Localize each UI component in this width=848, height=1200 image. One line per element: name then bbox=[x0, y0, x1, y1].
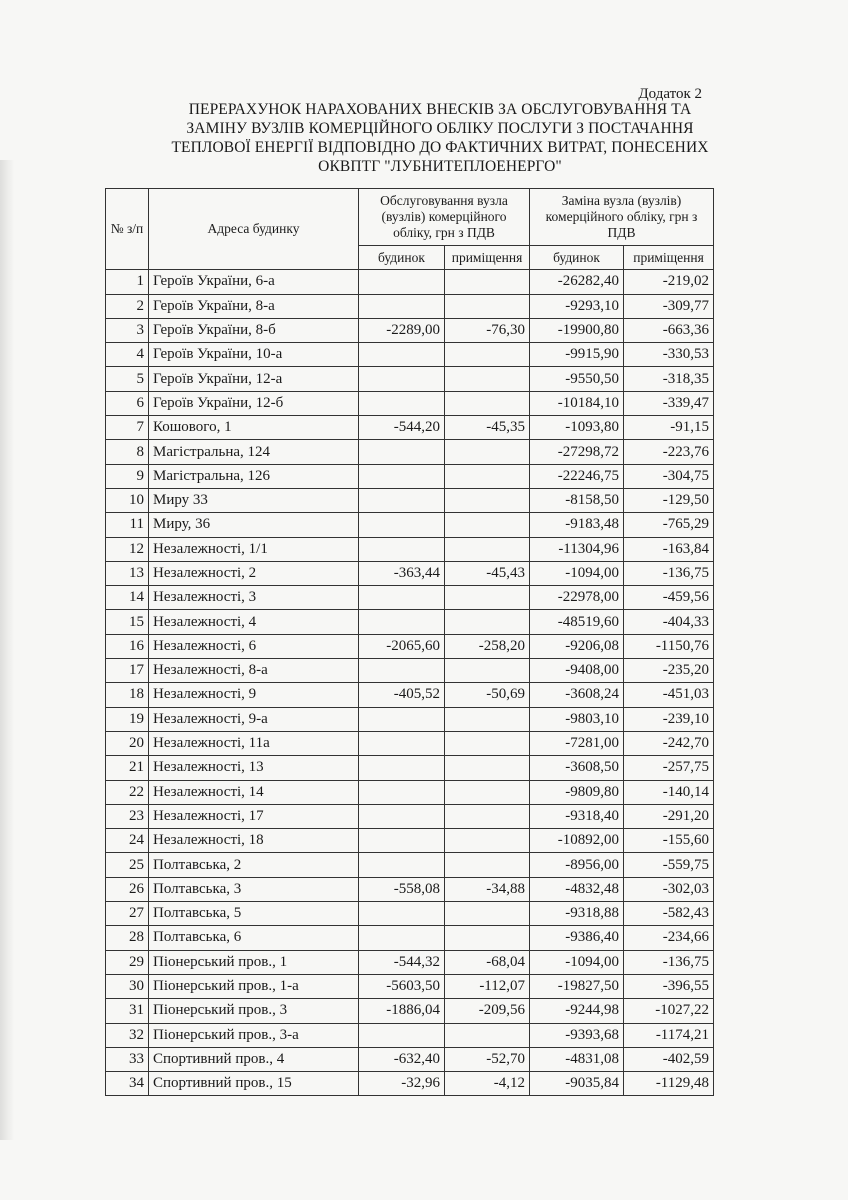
replacement-premises-value: -91,15 bbox=[624, 416, 714, 440]
service-premises-value: -209,56 bbox=[445, 999, 530, 1023]
replacement-premises-value: -1150,76 bbox=[624, 634, 714, 658]
service-building-value bbox=[359, 488, 445, 512]
row-address: Спортивний пров., 15 bbox=[149, 1072, 359, 1096]
row-address: Миру 33 bbox=[149, 488, 359, 512]
replacement-premises-value: -242,70 bbox=[624, 731, 714, 755]
row-number: 18 bbox=[106, 683, 149, 707]
replacement-building-value: -19827,50 bbox=[530, 974, 624, 998]
replacement-premises-value: -163,84 bbox=[624, 537, 714, 561]
service-building-value: -544,32 bbox=[359, 950, 445, 974]
service-building-value: -5603,50 bbox=[359, 974, 445, 998]
header-replacement-premises: приміщення bbox=[624, 246, 714, 270]
row-address: Магістральна, 124 bbox=[149, 440, 359, 464]
row-number: 19 bbox=[106, 707, 149, 731]
service-building-value bbox=[359, 586, 445, 610]
title-line-2: ЗАМІНУ ВУЗЛІВ КОМЕРЦІЙНОГО ОБЛІКУ ПОСЛУГИ З ПОСТАЧАННЯ bbox=[186, 120, 694, 137]
replacement-premises-value: -304,75 bbox=[624, 464, 714, 488]
service-premises-value: -258,20 bbox=[445, 634, 530, 658]
row-address: Незалежності, 14 bbox=[149, 780, 359, 804]
service-building-value: -32,96 bbox=[359, 1072, 445, 1096]
row-address: Незалежності, 2 bbox=[149, 561, 359, 585]
service-building-value: -2065,60 bbox=[359, 634, 445, 658]
header-service-premises: приміщення bbox=[445, 246, 530, 270]
service-building-value bbox=[359, 731, 445, 755]
replacement-building-value: -22246,75 bbox=[530, 464, 624, 488]
replacement-premises-value: -257,75 bbox=[624, 756, 714, 780]
service-premises-value: -34,88 bbox=[445, 877, 530, 901]
replacement-premises-value: -582,43 bbox=[624, 902, 714, 926]
table-row bbox=[106, 829, 714, 853]
replacement-premises-value: -309,77 bbox=[624, 294, 714, 318]
table-row bbox=[106, 683, 714, 707]
title-line-4: ОКВПТГ "ЛУБНИТЕПЛОЕНЕРГО" bbox=[318, 158, 562, 175]
table-row bbox=[106, 270, 714, 294]
replacement-premises-value: -339,47 bbox=[624, 391, 714, 415]
header-address: Адреса будинку bbox=[149, 189, 359, 270]
service-premises-value bbox=[445, 440, 530, 464]
table-row bbox=[106, 440, 714, 464]
service-premises-value bbox=[445, 513, 530, 537]
header-row-main bbox=[106, 189, 714, 246]
header-replacement: Заміна вузла (вузлів) комерційного обліку, грн з ПДВ bbox=[530, 189, 714, 246]
table-row bbox=[106, 634, 714, 658]
row-address: Піонерський пров., 3 bbox=[149, 999, 359, 1023]
service-premises-value: -112,07 bbox=[445, 974, 530, 998]
service-building-value bbox=[359, 756, 445, 780]
row-number: 29 bbox=[106, 950, 149, 974]
replacement-building-value: -9244,98 bbox=[530, 999, 624, 1023]
row-number: 3 bbox=[106, 318, 149, 342]
table-row bbox=[106, 610, 714, 634]
table-row bbox=[106, 1047, 714, 1071]
row-number: 9 bbox=[106, 464, 149, 488]
row-number: 11 bbox=[106, 513, 149, 537]
service-premises-value: -76,30 bbox=[445, 318, 530, 342]
row-address: Незалежності, 4 bbox=[149, 610, 359, 634]
row-address: Незалежності, 11а bbox=[149, 731, 359, 755]
table-row bbox=[106, 950, 714, 974]
replacement-premises-value: -1129,48 bbox=[624, 1072, 714, 1096]
service-building-value: -2289,00 bbox=[359, 318, 445, 342]
row-number: 28 bbox=[106, 926, 149, 950]
row-address: Незалежності, 9 bbox=[149, 683, 359, 707]
service-building-value: -405,52 bbox=[359, 683, 445, 707]
row-number: 21 bbox=[106, 756, 149, 780]
service-building-value bbox=[359, 270, 445, 294]
replacement-premises-value: -129,50 bbox=[624, 488, 714, 512]
replacement-building-value: -9206,08 bbox=[530, 634, 624, 658]
table-row bbox=[106, 780, 714, 804]
row-number: 12 bbox=[106, 537, 149, 561]
row-number: 13 bbox=[106, 561, 149, 585]
service-building-value bbox=[359, 367, 445, 391]
replacement-premises-value: -318,35 bbox=[624, 367, 714, 391]
service-building-value bbox=[359, 440, 445, 464]
replacement-building-value: -9915,90 bbox=[530, 343, 624, 367]
replacement-building-value: -26282,40 bbox=[530, 270, 624, 294]
replacement-building-value: -9035,84 bbox=[530, 1072, 624, 1096]
replacement-premises-value: -396,55 bbox=[624, 974, 714, 998]
service-building-value: -632,40 bbox=[359, 1047, 445, 1071]
table-row bbox=[106, 464, 714, 488]
replacement-building-value: -9386,40 bbox=[530, 926, 624, 950]
service-building-value: -558,08 bbox=[359, 877, 445, 901]
row-number: 5 bbox=[106, 367, 149, 391]
replacement-premises-value: -459,56 bbox=[624, 586, 714, 610]
service-building-value bbox=[359, 1023, 445, 1047]
replacement-building-value: -9408,00 bbox=[530, 659, 624, 683]
row-address: Піонерський пров., 1 bbox=[149, 950, 359, 974]
header-no: № з/п bbox=[106, 189, 149, 270]
service-premises-value bbox=[445, 294, 530, 318]
service-premises-value: -4,12 bbox=[445, 1072, 530, 1096]
row-address: Незалежності, 13 bbox=[149, 756, 359, 780]
replacement-premises-value: -404,33 bbox=[624, 610, 714, 634]
service-premises-value bbox=[445, 902, 530, 926]
replacement-premises-value: -219,02 bbox=[624, 270, 714, 294]
replacement-premises-value: -663,36 bbox=[624, 318, 714, 342]
header-replacement-building: будинок bbox=[530, 246, 624, 270]
row-address: Героїв України, 8-б bbox=[149, 318, 359, 342]
service-building-value bbox=[359, 902, 445, 926]
row-address: Спортивний пров., 4 bbox=[149, 1047, 359, 1071]
service-premises-value bbox=[445, 659, 530, 683]
row-number: 31 bbox=[106, 999, 149, 1023]
scan-shadow bbox=[0, 160, 14, 1140]
replacement-building-value: -4832,48 bbox=[530, 877, 624, 901]
service-premises-value bbox=[445, 391, 530, 415]
service-premises-value: -45,43 bbox=[445, 561, 530, 585]
table-row bbox=[106, 707, 714, 731]
service-premises-value bbox=[445, 731, 530, 755]
table-row bbox=[106, 513, 714, 537]
replacement-building-value: -1094,00 bbox=[530, 950, 624, 974]
table-row bbox=[106, 343, 714, 367]
replacement-premises-value: -223,76 bbox=[624, 440, 714, 464]
replacement-building-value: -3608,24 bbox=[530, 683, 624, 707]
row-address: Полтавська, 6 bbox=[149, 926, 359, 950]
service-building-value: -363,44 bbox=[359, 561, 445, 585]
row-number: 4 bbox=[106, 343, 149, 367]
title-line-3: ТЕПЛОВОЇ ЕНЕРГІЇ ВІДПОВІДНО ДО ФАКТИЧНИХ ВИТРАТ, ПОНЕСЕНИХ bbox=[171, 139, 709, 156]
row-address: Полтавська, 5 bbox=[149, 902, 359, 926]
row-address: Героїв України, 6-а bbox=[149, 270, 359, 294]
table-body bbox=[106, 270, 714, 1096]
header-service-building: будинок bbox=[359, 246, 445, 270]
service-premises-value bbox=[445, 610, 530, 634]
replacement-premises-value: -235,20 bbox=[624, 659, 714, 683]
service-building-value bbox=[359, 513, 445, 537]
replacement-building-value: -9183,48 bbox=[530, 513, 624, 537]
row-address: Піонерський пров., 1-а bbox=[149, 974, 359, 998]
row-address: Незалежності, 18 bbox=[149, 829, 359, 853]
service-premises-value bbox=[445, 464, 530, 488]
replacement-premises-value: -451,03 bbox=[624, 683, 714, 707]
table-row bbox=[106, 488, 714, 512]
replacement-building-value: -1093,80 bbox=[530, 416, 624, 440]
row-number: 27 bbox=[106, 902, 149, 926]
row-address: Незалежності, 9-а bbox=[149, 707, 359, 731]
replacement-premises-value: -302,03 bbox=[624, 877, 714, 901]
row-address: Героїв України, 10-а bbox=[149, 343, 359, 367]
service-building-value bbox=[359, 391, 445, 415]
row-address: Магістральна, 126 bbox=[149, 464, 359, 488]
table-row bbox=[106, 1023, 714, 1047]
row-address: Піонерський пров., 3-а bbox=[149, 1023, 359, 1047]
service-premises-value bbox=[445, 367, 530, 391]
table-row bbox=[106, 853, 714, 877]
table-row bbox=[106, 974, 714, 998]
replacement-building-value: -9293,10 bbox=[530, 294, 624, 318]
recalculation-table bbox=[105, 188, 714, 1096]
service-building-value bbox=[359, 707, 445, 731]
replacement-building-value: -27298,72 bbox=[530, 440, 624, 464]
row-number: 6 bbox=[106, 391, 149, 415]
table-row bbox=[106, 561, 714, 585]
row-number: 10 bbox=[106, 488, 149, 512]
service-building-value bbox=[359, 780, 445, 804]
row-number: 25 bbox=[106, 853, 149, 877]
header-service: Обслуговування вузла (вузлів) комерційного обліку, грн з ПДВ bbox=[359, 189, 530, 246]
row-number: 2 bbox=[106, 294, 149, 318]
replacement-premises-value: -136,75 bbox=[624, 561, 714, 585]
row-address: Героїв України, 12-а bbox=[149, 367, 359, 391]
replacement-building-value: -9803,10 bbox=[530, 707, 624, 731]
row-address: Кошового, 1 bbox=[149, 416, 359, 440]
row-number: 26 bbox=[106, 877, 149, 901]
service-building-value: -1886,04 bbox=[359, 999, 445, 1023]
service-premises-value bbox=[445, 829, 530, 853]
replacement-building-value: -48519,60 bbox=[530, 610, 624, 634]
row-address: Незалежності, 3 bbox=[149, 586, 359, 610]
row-number: 30 bbox=[106, 974, 149, 998]
row-number: 20 bbox=[106, 731, 149, 755]
service-premises-value bbox=[445, 780, 530, 804]
document-title bbox=[120, 100, 760, 176]
table-row bbox=[106, 804, 714, 828]
row-address: Незалежності, 17 bbox=[149, 804, 359, 828]
row-number: 33 bbox=[106, 1047, 149, 1071]
table-row bbox=[106, 999, 714, 1023]
replacement-premises-value: -330,53 bbox=[624, 343, 714, 367]
service-building-value bbox=[359, 659, 445, 683]
replacement-building-value: -9809,80 bbox=[530, 780, 624, 804]
service-premises-value bbox=[445, 586, 530, 610]
row-address: Полтавська, 2 bbox=[149, 853, 359, 877]
service-premises-value: -50,69 bbox=[445, 683, 530, 707]
service-premises-value bbox=[445, 1023, 530, 1047]
row-address: Незалежності, 6 bbox=[149, 634, 359, 658]
service-building-value bbox=[359, 464, 445, 488]
service-premises-value: -52,70 bbox=[445, 1047, 530, 1071]
service-premises-value bbox=[445, 343, 530, 367]
service-building-value bbox=[359, 926, 445, 950]
row-address: Героїв України, 8-а bbox=[149, 294, 359, 318]
service-building-value bbox=[359, 343, 445, 367]
row-number: 17 bbox=[106, 659, 149, 683]
replacement-building-value: -10184,10 bbox=[530, 391, 624, 415]
row-number: 23 bbox=[106, 804, 149, 828]
replacement-premises-value: -234,66 bbox=[624, 926, 714, 950]
row-number: 24 bbox=[106, 829, 149, 853]
row-address: Миру, 36 bbox=[149, 513, 359, 537]
service-premises-value bbox=[445, 707, 530, 731]
table-row bbox=[106, 294, 714, 318]
table-row bbox=[106, 926, 714, 950]
service-premises-value bbox=[445, 853, 530, 877]
replacement-building-value: -10892,00 bbox=[530, 829, 624, 853]
row-number: 7 bbox=[106, 416, 149, 440]
replacement-premises-value: -1174,21 bbox=[624, 1023, 714, 1047]
replacement-building-value: -3608,50 bbox=[530, 756, 624, 780]
replacement-premises-value: -1027,22 bbox=[624, 999, 714, 1023]
replacement-building-value: -9318,88 bbox=[530, 902, 624, 926]
table-row bbox=[106, 416, 714, 440]
replacement-building-value: -9393,68 bbox=[530, 1023, 624, 1047]
row-number: 1 bbox=[106, 270, 149, 294]
row-number: 16 bbox=[106, 634, 149, 658]
replacement-premises-value: -765,29 bbox=[624, 513, 714, 537]
service-premises-value bbox=[445, 488, 530, 512]
table-row bbox=[106, 391, 714, 415]
replacement-premises-value: -402,59 bbox=[624, 1047, 714, 1071]
service-building-value bbox=[359, 853, 445, 877]
replacement-premises-value: -140,14 bbox=[624, 780, 714, 804]
replacement-building-value: -8158,50 bbox=[530, 488, 624, 512]
service-building-value bbox=[359, 829, 445, 853]
appendix-label: Додаток 2 bbox=[638, 86, 702, 102]
table-row bbox=[106, 1072, 714, 1096]
row-address: Незалежності, 1/1 bbox=[149, 537, 359, 561]
service-premises-value bbox=[445, 537, 530, 561]
service-building-value: -544,20 bbox=[359, 416, 445, 440]
row-number: 22 bbox=[106, 780, 149, 804]
service-building-value bbox=[359, 294, 445, 318]
service-premises-value bbox=[445, 756, 530, 780]
row-address: Незалежності, 8-а bbox=[149, 659, 359, 683]
replacement-premises-value: -291,20 bbox=[624, 804, 714, 828]
replacement-premises-value: -239,10 bbox=[624, 707, 714, 731]
row-number: 32 bbox=[106, 1023, 149, 1047]
replacement-premises-value: -155,60 bbox=[624, 829, 714, 853]
service-building-value bbox=[359, 610, 445, 634]
table-row bbox=[106, 586, 714, 610]
service-premises-value: -45,35 bbox=[445, 416, 530, 440]
service-premises-value bbox=[445, 804, 530, 828]
replacement-building-value: -1094,00 bbox=[530, 561, 624, 585]
replacement-building-value: -11304,96 bbox=[530, 537, 624, 561]
service-premises-value bbox=[445, 270, 530, 294]
service-building-value bbox=[359, 804, 445, 828]
title-line-1: ПЕРЕРАХУНОК НАРАХОВАНИХ ВНЕСКІВ ЗА ОБСЛУГОВУВАННЯ ТА bbox=[188, 101, 692, 118]
row-number: 8 bbox=[106, 440, 149, 464]
replacement-building-value: -8956,00 bbox=[530, 853, 624, 877]
service-building-value bbox=[359, 537, 445, 561]
service-premises-value bbox=[445, 926, 530, 950]
service-premises-value: -68,04 bbox=[445, 950, 530, 974]
table-row bbox=[106, 367, 714, 391]
table-row bbox=[106, 756, 714, 780]
replacement-building-value: -4831,08 bbox=[530, 1047, 624, 1071]
replacement-building-value: -9318,40 bbox=[530, 804, 624, 828]
replacement-premises-value: -136,75 bbox=[624, 950, 714, 974]
table-row bbox=[106, 731, 714, 755]
table-row bbox=[106, 659, 714, 683]
row-number: 14 bbox=[106, 586, 149, 610]
row-number: 34 bbox=[106, 1072, 149, 1096]
table-row bbox=[106, 537, 714, 561]
replacement-building-value: -9550,50 bbox=[530, 367, 624, 391]
replacement-building-value: -7281,00 bbox=[530, 731, 624, 755]
table-row bbox=[106, 902, 714, 926]
replacement-building-value: -22978,00 bbox=[530, 586, 624, 610]
table-row bbox=[106, 877, 714, 901]
replacement-premises-value: -559,75 bbox=[624, 853, 714, 877]
row-address: Полтавська, 3 bbox=[149, 877, 359, 901]
table-row bbox=[106, 318, 714, 342]
row-number: 15 bbox=[106, 610, 149, 634]
row-address: Героїв України, 12-б bbox=[149, 391, 359, 415]
replacement-building-value: -19900,80 bbox=[530, 318, 624, 342]
